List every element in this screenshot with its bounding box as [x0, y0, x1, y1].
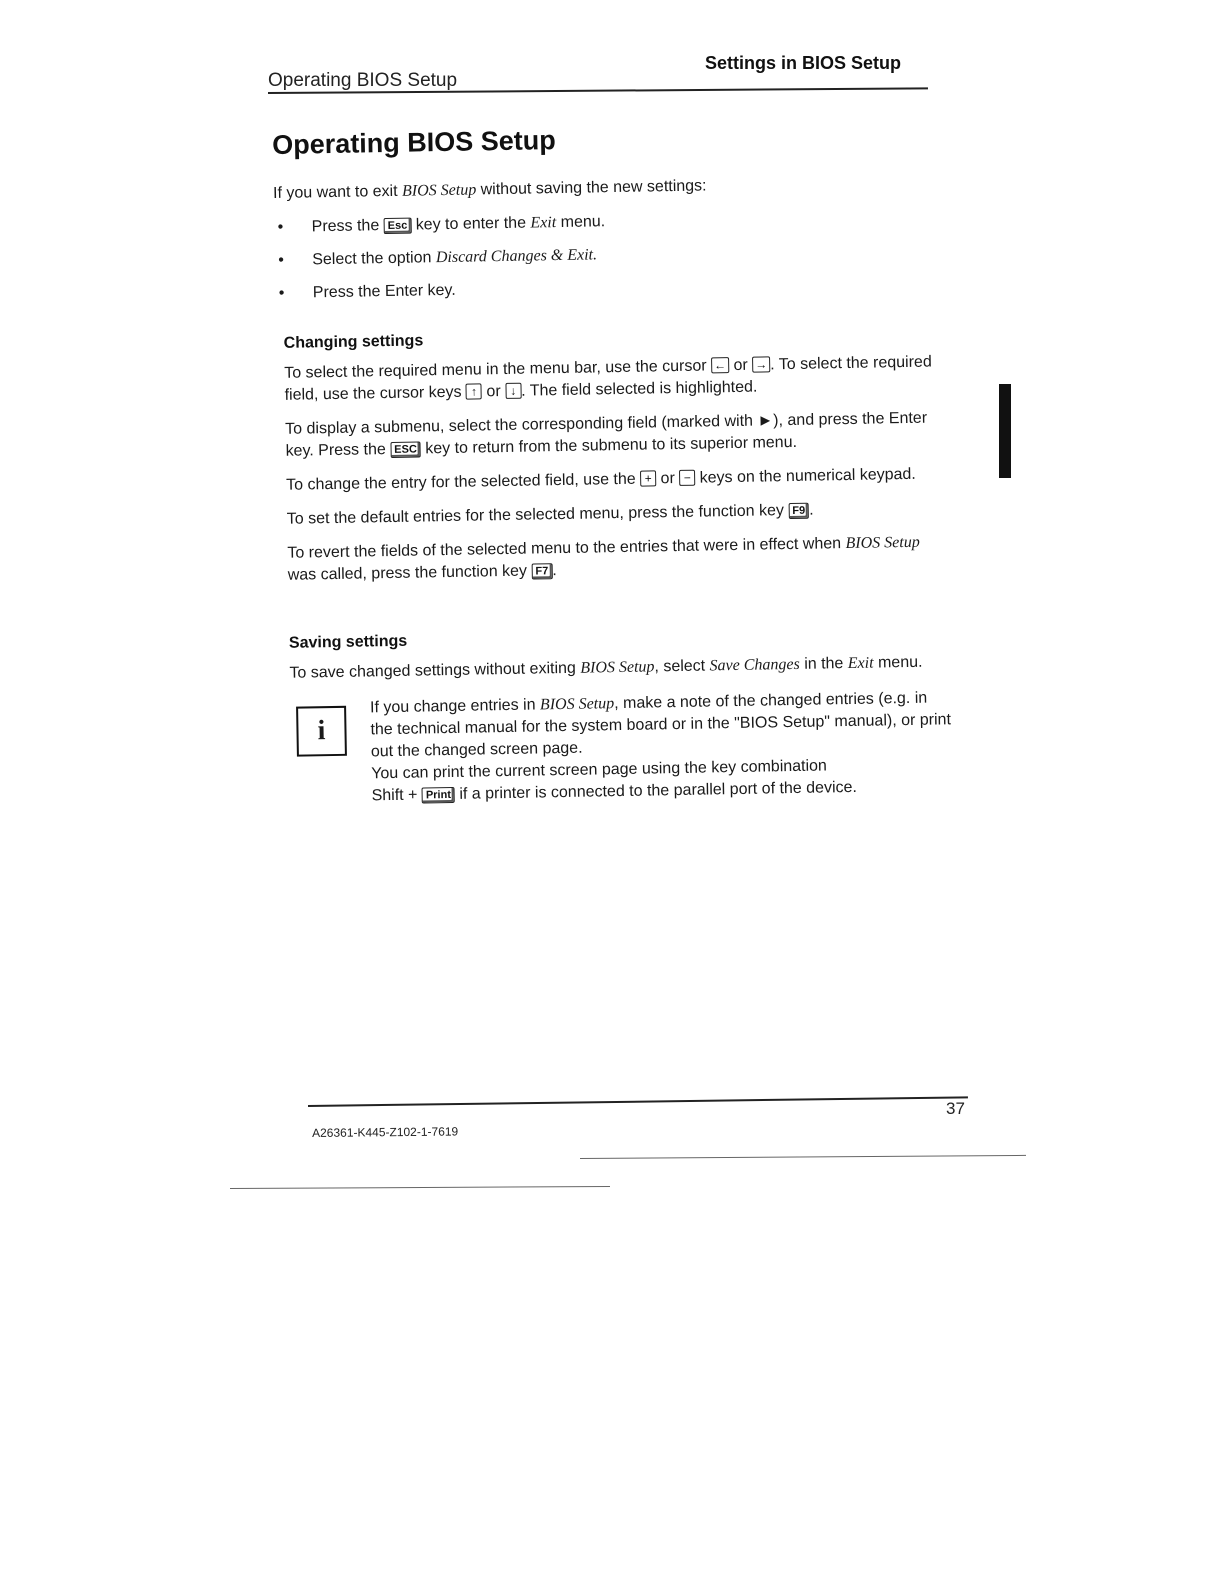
text: To change the entry for the selected field, use the	[286, 470, 641, 494]
note-line: You can print the current screen page using the key combination	[371, 757, 828, 783]
list-item-text: Select the option	[312, 249, 437, 269]
chapter-marker-bar	[999, 384, 1011, 478]
text: key to return from the submenu to its superior menu.	[420, 433, 798, 458]
list-item-emph: Discard Changes & Exit.	[435, 246, 598, 267]
footer-rule	[308, 1096, 968, 1107]
list-item-text: Press the Enter key.	[312, 281, 456, 302]
changing-settings-section	[284, 351, 950, 587]
text: .	[552, 562, 557, 580]
text: . The field selected is highlighted.	[520, 378, 758, 400]
print-key-icon: Print	[422, 787, 455, 804]
right-arrow-key-icon: →	[752, 356, 770, 372]
exit-steps-list	[274, 205, 945, 305]
text: if a printer is connected to the parallel port of the device.	[454, 778, 858, 803]
list-item-emph: Exit	[530, 214, 557, 232]
text: or	[728, 356, 753, 375]
section-heading-saving: Saving settings	[288, 632, 408, 652]
running-header-left: Operating BIOS Setup	[268, 70, 458, 91]
intro-text-after: without saving the new settings:	[476, 177, 707, 199]
text: To select the required menu in the menu bar, use the cursor	[284, 357, 712, 382]
intro-paragraph	[273, 171, 943, 205]
intro-emph: BIOS Setup	[401, 181, 477, 200]
esc-key-icon: Esc	[384, 218, 412, 234]
text: keys on the numerical keypad.	[695, 465, 916, 487]
text: . To select the required field, use the cursor keys	[284, 353, 932, 404]
bullet-icon: •	[278, 251, 285, 269]
paragraph	[287, 531, 950, 587]
text: , select	[654, 657, 710, 676]
info-icon: i	[296, 706, 347, 757]
list-item-text: key to enter the	[411, 214, 531, 234]
emph: Save Changes	[709, 655, 800, 675]
f9-key-icon: F9	[788, 503, 809, 519]
scan-artifact-line	[580, 1155, 1026, 1159]
section-heading-changing: Changing settings	[283, 332, 424, 352]
running-header-right: Settings in BIOS Setup	[705, 53, 902, 73]
text: If you change entries in	[369, 696, 541, 717]
page-number: 37	[946, 1099, 965, 1118]
text: menu.	[873, 653, 923, 672]
main-content	[272, 118, 954, 809]
intro-text: If you want to exit	[272, 182, 403, 202]
page-title: Operating BIOS Setup	[272, 125, 557, 160]
minus-key-icon: −	[679, 470, 695, 486]
text: Shift +	[371, 786, 423, 805]
info-note-text	[370, 687, 954, 807]
text: .	[809, 501, 814, 519]
bullet-icon: •	[278, 284, 285, 302]
list-item-text: Press the	[311, 217, 384, 236]
document-id: A26361-K445-Z102-1-7619	[312, 1124, 459, 1140]
emph: BIOS Setup	[845, 533, 920, 553]
text: To revert the fields of the selected menu to the entries that were in effect when	[287, 535, 846, 562]
text: was called, press the function key	[287, 562, 532, 584]
f7-key-icon: F7	[531, 563, 552, 579]
text: in the	[799, 655, 848, 673]
down-arrow-key-icon: ↓	[505, 383, 521, 399]
text: To set the default entries for the selected menu, press the function key	[286, 502, 789, 528]
paragraph	[285, 407, 948, 463]
scan-artifact-line	[230, 1186, 610, 1189]
emph: BIOS Setup	[580, 658, 655, 677]
text: or	[655, 469, 680, 488]
plus-key-icon: +	[640, 470, 656, 486]
paragraph	[289, 651, 951, 685]
bullet-icon: •	[277, 218, 284, 236]
list-item	[274, 238, 944, 272]
emph: Exit	[847, 654, 874, 673]
text: , make a note of the changed entries (e.g. in the technical manual for the system board or in the "BIOS Setup" manual), or print out the changed screen page.	[370, 689, 952, 761]
list-item	[275, 271, 945, 305]
up-arrow-key-icon: ↑	[466, 383, 482, 399]
paragraph	[286, 463, 948, 497]
saving-settings-section	[289, 651, 951, 685]
text: To save changed settings without exiting	[289, 659, 581, 682]
paragraph	[284, 351, 947, 407]
text: or	[481, 382, 506, 401]
note-line	[370, 687, 953, 763]
info-note	[296, 687, 954, 808]
list-item-text: menu.	[556, 213, 606, 232]
left-arrow-key-icon: ←	[711, 357, 729, 373]
emph: BIOS Setup	[539, 695, 615, 714]
esc-key-icon: ESC	[390, 441, 421, 458]
list-item	[274, 205, 944, 239]
text: To display a submenu, select the corresponding field (marked with ►), and press the Enter key. Press the	[285, 409, 928, 460]
paragraph	[287, 497, 949, 531]
